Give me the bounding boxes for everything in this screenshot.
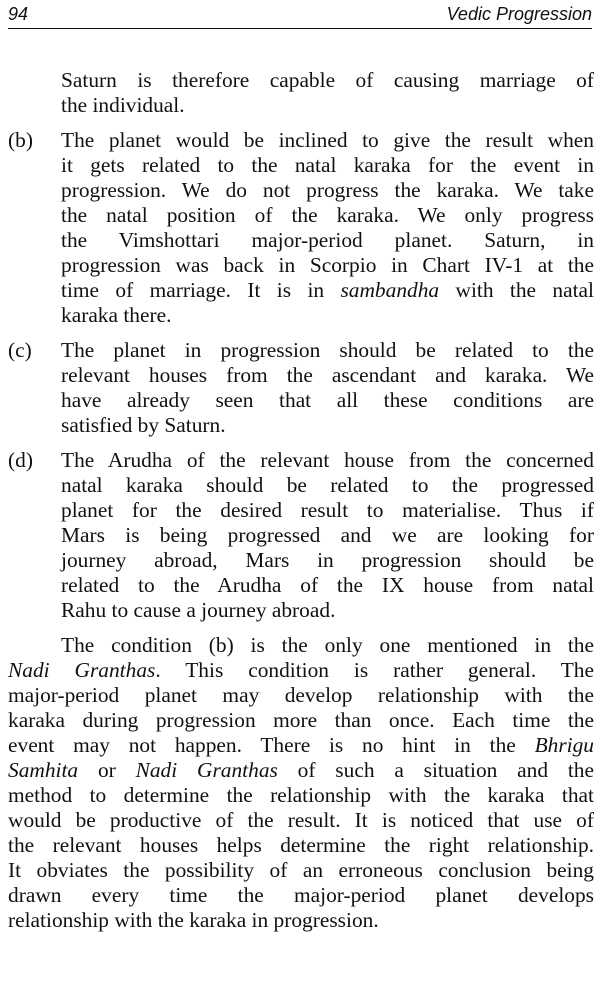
final-paragraph: [8, 633, 594, 933]
italic-term: Bhrigu: [534, 733, 594, 757]
text-line: it gets related to the natal karaka for the event in: [61, 153, 594, 177]
text-line: karaka during progression more than once. Each time the: [8, 708, 594, 732]
text-line: drawn every time the major-period planet develops: [8, 883, 594, 907]
text-line: [8, 658, 594, 683]
italic-term: Nadi Granthas: [135, 758, 278, 782]
text-line: the relevant houses helps determine the right relationship.: [8, 833, 594, 857]
text-line: relationship with the karaka in progression.: [8, 908, 379, 932]
italic-term: Samhita: [8, 758, 79, 782]
text-line: have already seen that all these conditions are: [61, 388, 594, 412]
text-line: The planet in progression should be related to the: [61, 338, 594, 362]
text-line: journey abroad, Mars in progression should be: [61, 548, 594, 572]
text-line: the individual.: [61, 93, 185, 117]
text-segment: with the natal: [439, 278, 594, 302]
item-label: (c): [8, 338, 32, 362]
text-line: Saturn is therefore capable of causing marriage of: [61, 68, 594, 92]
text-line: satisfied by Saturn.: [61, 413, 226, 437]
item-label: (d): [8, 448, 33, 472]
text-line: Rahu to cause a journey abroad.: [61, 598, 336, 622]
text-line: [8, 733, 594, 758]
italic-term: Nadi Granthas: [8, 658, 156, 682]
italic-term: sambandha: [340, 278, 440, 302]
text-line: Mars is being progressed and we are looking for: [61, 523, 594, 547]
page-body: [8, 68, 594, 933]
text-line: planet for the desired result to materialise. Thus if: [61, 498, 594, 522]
list-item-d: [8, 448, 594, 623]
item-label: (b): [8, 128, 33, 152]
text-segment: of such a situation and the: [277, 758, 594, 782]
text-line: major-period planet may develop relationship with the: [8, 683, 594, 707]
text-line: The planet would be inclined to give the result when: [61, 128, 594, 152]
running-header: [8, 2, 592, 28]
list-item-b: [8, 128, 594, 328]
list-item-c: [8, 338, 594, 438]
text-line: would be productive of the result. It is noticed that use of: [8, 808, 594, 832]
text-line: It obviates the possibility of an erroneous conclusion being: [8, 858, 594, 882]
text-segment: . This condition is rather general. The: [155, 658, 594, 682]
text-line: the Vimshottari major-period planet. Saturn, in: [61, 228, 594, 252]
text-segment: or: [78, 758, 136, 782]
text-line: natal karaka should be related to the progressed: [61, 473, 594, 497]
text-line: The condition (b) is the only one mentioned in the: [61, 633, 594, 657]
header-rule: [8, 28, 592, 29]
page-number: 94: [8, 4, 29, 24]
continued-paragraph: [8, 68, 594, 118]
text-line: progression was back in Scorpio in Chart IV-1 at the: [61, 253, 594, 277]
text-line: karaka there.: [61, 303, 172, 327]
text-line: The Arudha of the relevant house from the concerned: [61, 448, 594, 472]
running-title: Vedic Progression: [446, 4, 592, 24]
text-segment: event may not happen. There is no hint in the: [8, 733, 535, 757]
text-line: the natal position of the karaka. We only progress: [61, 203, 594, 227]
text-line: method to determine the relationship with the karaka that: [8, 783, 594, 807]
text-line: relevant houses from the ascendant and karaka. We: [61, 363, 594, 387]
text-line: related to the Arudha of the IX house from natal: [61, 573, 594, 597]
text-line: progression. We do not progress the karaka. We take: [61, 178, 594, 202]
text-segment: time of marriage. It is in: [61, 278, 341, 302]
text-line: [8, 758, 594, 783]
text-line: [61, 278, 594, 303]
